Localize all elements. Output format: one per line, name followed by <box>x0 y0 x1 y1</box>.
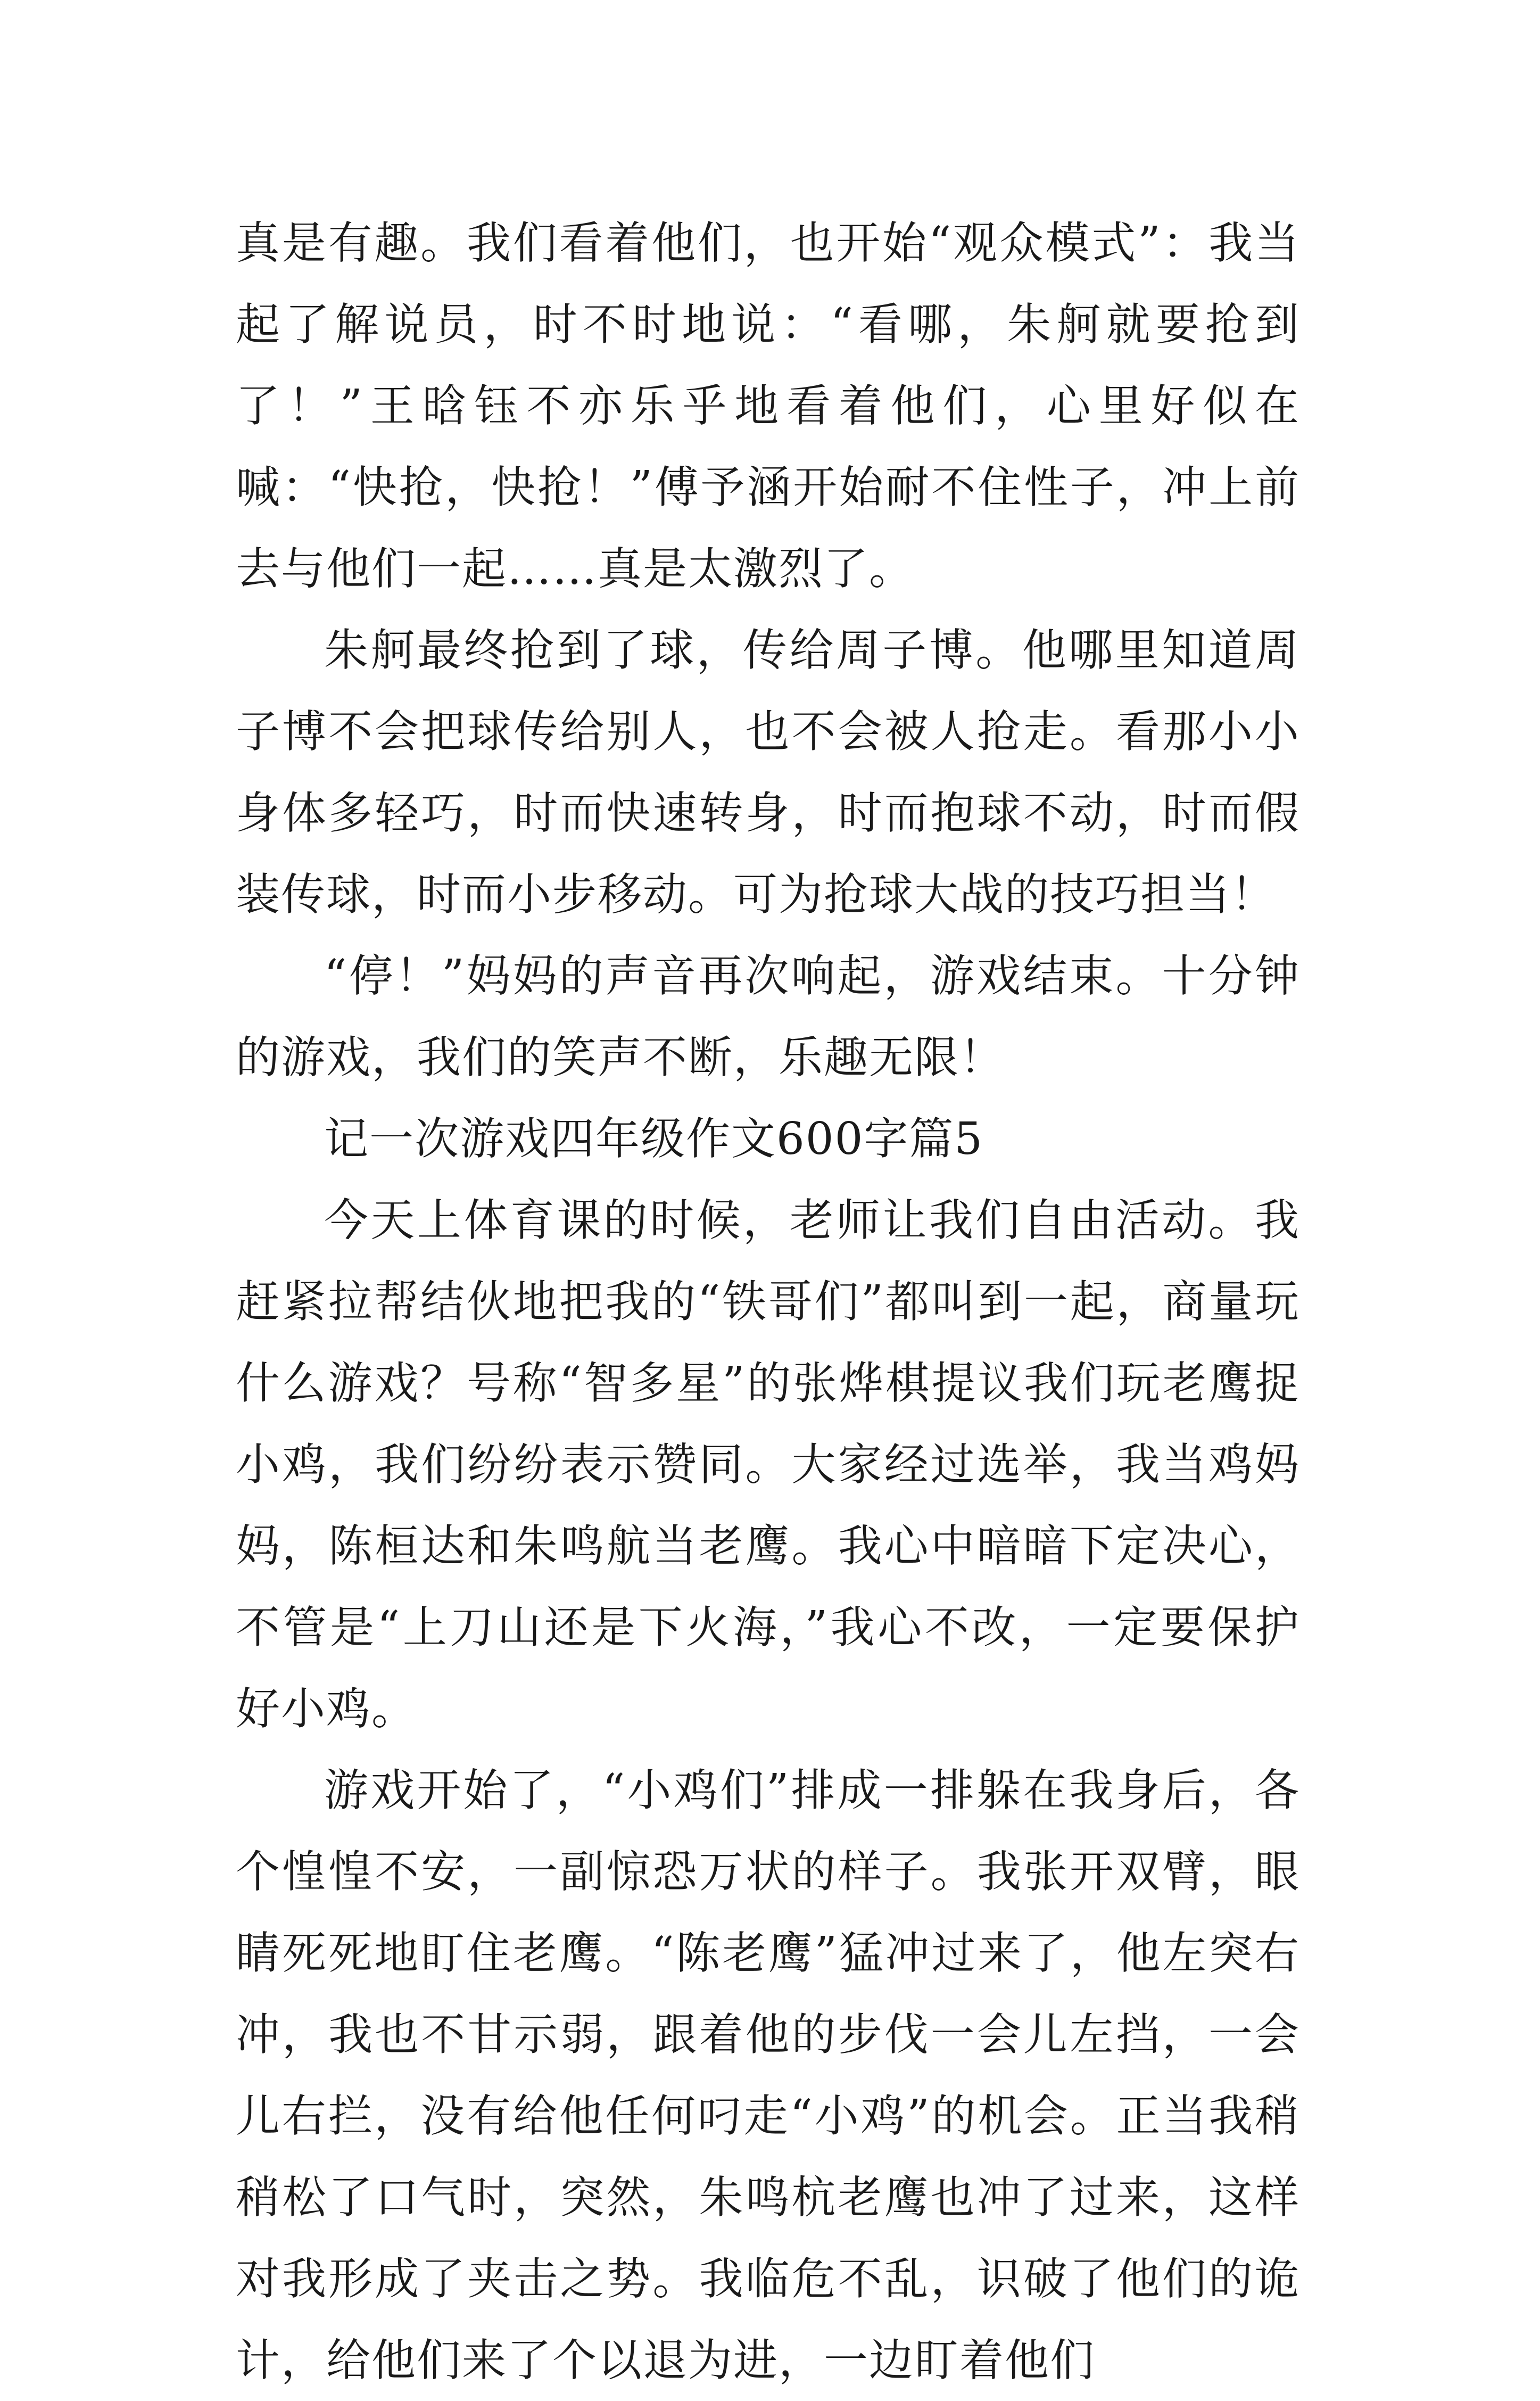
paragraph-continuation: 真是有趣。我们看着他们，也开始“观众模式”：我当起了解说员，时不时地说：“看哪，朱舸就要抢到了！”王晗钰不亦乐乎地看着他们，心里好似在喊：“快抢，快抢！”傅予涵开始耐不住性子，冲上前去与他们一起……真是太激烈了。 <box>236 217 1300 595</box>
paragraph: 游戏开始了，“小鸡们”排成一排躲在我身后，各个惶惶不安，一副惊恐万状的样子。我张开双臂，眼睛死死地盯住老鹰。“陈老鹰”猛冲过来了，他左突右冲，我也不甘示弱，跟着他的步伐一会儿左挡，一会儿右拦，没有给他任何叼走“小鸡”的机会。正当我稍稍松了口气时，突然，朱鸣杭老鹰也冲了过来，这样对我形成了夹击之势。我临危不乱，识破了他们的诡计，给他们来了个以退为进，一边盯着他们 <box>236 1764 1300 2386</box>
paragraph: 今天上体育课的时候，老师让我们自由活动。我赶紧拉帮结伙地把我的“铁哥们”都叫到一起，商量玩什么游戏？号称“智多星”的张烨棋提议我们玩老鹰捉小鸡，我们纷纷表示赞同。大家经过选举，我当鸡妈妈，陈桓达和朱鸣航当老鹰。我心中暗暗下定决心，不管是“上刀山还是下火海，”我心不改，一定要保护好小鸡。 <box>236 1194 1300 1735</box>
paragraph: “停！”妈妈的声音再次响起，游戏结束。十分钟的游戏，我们的笑声不断，乐趣无限！ <box>236 950 1300 1083</box>
document-body <box>236 202 1300 2401</box>
paragraph: 朱舸最终抢到了球，传给周子博。他哪里知道周子博不会把球传给别人，也不会被人抢走。看那小小身体多轻巧，时而快速转身，时而抱球不动，时而假装传球，时而小步移动。可为抢球大战的技巧担当！ <box>236 624 1300 920</box>
section-heading: 记一次游戏四年级作文600字篇5 <box>324 1113 984 1165</box>
